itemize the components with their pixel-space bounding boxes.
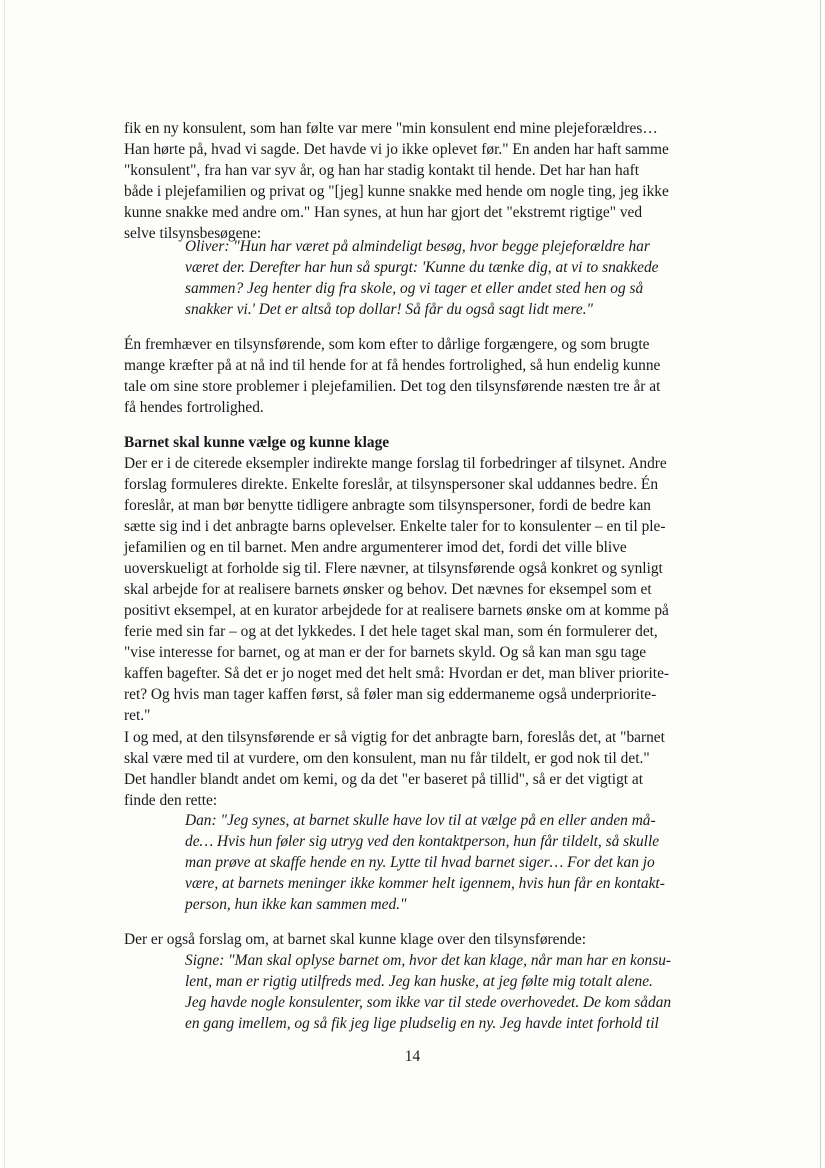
text-line: sætte sig ind i det anbragte barns oplevelser. Enkelte taler for to konsulenter – en til ple- bbox=[124, 518, 666, 535]
quote-dan bbox=[185, 810, 705, 915]
quote-line: snakker vi.' Det er altså top dollar! Så får du også sagt lidt mere." bbox=[185, 301, 594, 318]
section-heading: Barnet skal kunne vælge og kunne klage bbox=[124, 434, 390, 451]
paragraph-1 bbox=[124, 118, 704, 244]
quote-line: Jeg havde nogle konsulenter, som ikke var til stede overhovedet. De kom sådan bbox=[185, 994, 672, 1011]
scan-edge-right bbox=[820, 0, 821, 1168]
paragraph-4 bbox=[124, 727, 704, 811]
quote-line: Signe: "Man skal oplyse barnet om, hvor det kan klage, når man har en konsu- bbox=[185, 952, 672, 969]
text-line: Han hørte på, hvad vi sagde. Det havde vi jo ikke oplevet før." En anden har haft samme bbox=[124, 141, 669, 158]
quote-line: sammen? Jeg henter dig fra skole, og vi tager et eller andet sted hen og så bbox=[185, 280, 644, 297]
scan-edge-left bbox=[4, 0, 5, 1168]
paragraph-5 bbox=[124, 929, 704, 950]
text-line: selve tilsynsbesøgene: bbox=[124, 225, 262, 242]
text-line: Der er i de citerede eksempler indirekte mange forslag til forbedringer af tilsynet. Andre bbox=[124, 455, 667, 472]
paragraph-2 bbox=[124, 334, 704, 418]
text-line: uoverskueligt at forholde sig til. Flere nævner, at tilsynsførende også konkret og synligt bbox=[124, 560, 663, 577]
text-line: både i plejefamilien og privat og "[jeg] kunne snakke med hende om nogle ting, jeg ikke bbox=[124, 183, 669, 200]
text-line: tale om sine store problemer i plejefamilien. Det tog den tilsynsførende næsten tre år at bbox=[124, 378, 661, 395]
text-line: skal arbejde for at realisere barnets ønsker og behov. Det nævnes for eksempel som et bbox=[124, 581, 652, 598]
text-line: ferie med sin far – og at det lykkedes. I det hele taget skal man, som én formulerer det, bbox=[124, 623, 658, 640]
text-line: kunne snakke med andre om." Han synes, at hun har gjort det "ekstremt rigtige" ved bbox=[124, 204, 643, 221]
text-line: Der er også forslag om, at barnet skal kunne klage over den tilsynsførende: bbox=[124, 931, 586, 948]
quote-signe bbox=[185, 950, 705, 1034]
quote-line: person, hun ikke kan sammen med." bbox=[185, 896, 407, 913]
quote-line: Dan: "Jeg synes, at barnet skulle have lov til at vælge på en eller anden må- bbox=[185, 812, 656, 829]
text-line: finde den rette: bbox=[124, 792, 218, 809]
quote-line: været der. Derefter har hun så spurgt: 'Kunne du tænke dig, at vi to snakkede bbox=[185, 259, 659, 276]
page-number: 14 bbox=[404, 1048, 421, 1065]
quote-line: en gang imellem, og så fik jeg lige pludselig en ny. Jeg havde intet forhold til bbox=[185, 1015, 659, 1032]
quote-line: man prøve at skaffe hende en ny. Lytte til hvad barnet siger… For det kan jo bbox=[185, 854, 655, 871]
quote-line: Oliver: "Hun har været på almindeligt besøg, hvor begge plejeforældre har bbox=[185, 238, 650, 255]
text-line: ret." bbox=[124, 707, 151, 724]
text-line: mange kræfter på at nå ind til hende for at få hendes fortrolighed, så hun endelig kunne bbox=[124, 357, 661, 374]
text-line: "konsulent", fra han var syv år, og han har stadig kontakt til hende. Det har han haft bbox=[124, 162, 639, 179]
quote-line: være, at barnets meninger ikke kommer helt igennem, hvis hun får en kontakt- bbox=[185, 875, 665, 892]
text-line: kaffen bagefter. Så det er jo noget med det helt små: Hvordan er det, man bliver priorite- bbox=[124, 665, 670, 682]
text-line: skal være med til at vurdere, om den konsulent, man nu får tildelt, er god nok til det." bbox=[124, 750, 650, 767]
text-line: foreslår, at man bør benytte tidligere anbragte som tilsynspersoner, fordi de bedre kan bbox=[124, 497, 652, 514]
quote-oliver bbox=[185, 236, 705, 320]
paragraph-3 bbox=[124, 453, 704, 726]
text-line: fik en ny konsulent, som han følte var mere "min konsulent end mine plejeforældres… bbox=[124, 120, 658, 137]
text-line: ret? Og hvis man tager kaffen først, så føler man sig eddermaneme også underpriorite- bbox=[124, 686, 657, 703]
text-line: jefamilien og en til barnet. Men andre argumenterer imod det, fordi det ville blive bbox=[124, 539, 627, 556]
text-line: få hendes fortrolighed. bbox=[124, 399, 264, 416]
text-line: Det handler blandt andet om kemi, og da det "er baseret på tillid", så er det vigtigt at bbox=[124, 771, 644, 788]
text-line: forslag formuleres direkte. Enkelte foreslår, at tilsynspersoner skal uddannes bedre. Én bbox=[124, 476, 659, 493]
text-line: Én fremhæver en tilsynsførende, som kom efter to dårlige forgængere, og som brugte bbox=[124, 336, 650, 353]
quote-line: lent, man er rigtig utilfreds med. Jeg kan huske, at jeg følte mig totalt alene. bbox=[185, 973, 653, 990]
quote-line: de… Hvis hun føler sig utryg ved den kontaktperson, hun får tildelt, så skulle bbox=[185, 833, 660, 850]
text-line: "vise interesse for barnet, og at man er der for barnets skyld. Og så kan man sgu tage bbox=[124, 644, 647, 661]
text-line: I og med, at den tilsynsførende er så vigtig for det anbragte barn, foreslås det, at "barnet bbox=[124, 729, 665, 746]
text-line: positivt eksempel, at en kurator arbejdede for at realisere barnets ønske om at komme på bbox=[124, 602, 669, 619]
